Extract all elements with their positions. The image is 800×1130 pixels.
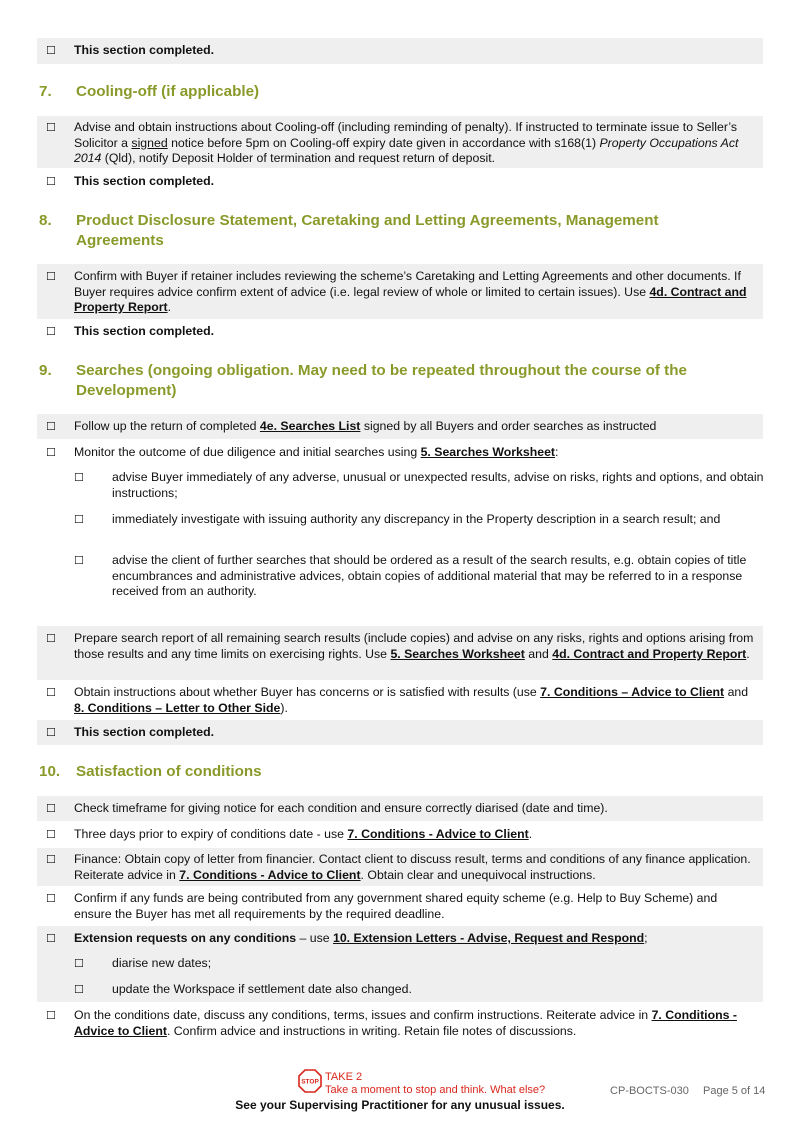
section-completed-label: This section completed. (74, 725, 215, 739)
checkbox[interactable]: ☐ (46, 828, 56, 841)
template-link[interactable]: 10. Extension Letters - Advise, Request and Respond (333, 931, 645, 945)
checklist-row (37, 1005, 763, 1043)
checklist-item-text: Prepare search report of all remaining search results (include copies) and advise on any risks, rights and options arising from those results and any time limits on exercising rights. Use 5. Searches Worksheet and 4d. Contract and Property Report. (74, 631, 754, 661)
checklist-item-text: Monitor the outcome of due diligence and initial searches using 5. Searches Worksheet: (74, 445, 559, 459)
sub-item-text: immediately investigate with issuing authority any discrepancy in the Property description in a search result; and (112, 512, 721, 526)
checklist-item-text: Finance: Obtain copy of letter from financier. Contact client to discuss result, terms and conditions of any finance application. Reiterate advice in 7. Conditions - Advice to Client. Obtain clear and unequivocal instructions. (74, 852, 751, 882)
checkbox[interactable]: ☐ (46, 726, 56, 739)
template-link[interactable]: 7. Conditions – Advice to Client (540, 685, 725, 699)
checklist-row (37, 264, 763, 319)
template-link[interactable]: 7. Conditions - Advice to Client (179, 867, 361, 882)
checklist-row (37, 626, 763, 680)
checklist-item-text: Check timeframe for giving notice for each condition and ensure correctly diarised (date and time). (74, 801, 608, 815)
checkbox[interactable]: ☐ (46, 632, 56, 645)
section-completed-label: This section completed. (74, 174, 215, 188)
section-title: Cooling-off (if applicable) (76, 83, 260, 100)
checkbox[interactable]: ☐ (46, 270, 56, 283)
checkbox[interactable]: ☐ (46, 1009, 56, 1022)
sub-item-text: advise the client of further searches that should be ordered as a result of the search results, e.g. obtain copies of title encumbrances and administrative advices, obtain copies of additional material that may be referred to in a response received from an authority. (112, 553, 747, 599)
take2-title: TAKE 2 (325, 1071, 363, 1083)
section-title: Satisfaction of conditions (76, 763, 262, 780)
section-title: Searches (ongoing obligation. May need to be repeated throughout the course of the Development) (76, 362, 687, 399)
checklist-row (37, 116, 763, 168)
section-completed-label: This section completed. (74, 324, 215, 338)
section-number: 8. (39, 212, 52, 229)
sub-item-text: update the Workspace if settlement date also changed. (112, 982, 412, 996)
checklist-row (37, 888, 763, 926)
checklist-item-text: Follow up the return of completed 4e. Searches List signed by all Buyers and order searches as instructed (74, 419, 657, 433)
stop-sign-icon (298, 1069, 322, 1093)
checkbox[interactable]: ☐ (46, 44, 56, 57)
section-number: 9. (39, 362, 52, 379)
checklist-row (37, 38, 763, 64)
checkbox[interactable]: ☐ (46, 121, 56, 134)
checklist-item-text: Confirm if any funds are being contributed from any government shared equity scheme (e.g. Help to Buy Scheme) and ensure the Buyer has met all requirements by the required deadline. (74, 891, 718, 921)
template-link[interactable]: 4d. Contract and Property Report (74, 284, 747, 315)
checklist-row (37, 682, 763, 720)
checkbox[interactable]: ☐ (74, 471, 84, 484)
checklist-row (37, 442, 763, 464)
section-title: Product Disclosure Statement, Caretaking and Letting Agreements, Management Agreements (76, 212, 659, 249)
stop-sign-label: STOP (301, 1078, 319, 1086)
checkbox[interactable]: ☐ (74, 957, 84, 970)
checklist-row (37, 720, 763, 745)
supervisor-note: See your Supervising Practitioner for any unusual issues. (235, 1098, 565, 1112)
checkbox[interactable]: ☐ (46, 325, 56, 338)
template-link[interactable]: 5. Searches Worksheet (420, 445, 556, 459)
checklist-row (37, 848, 763, 886)
section-number: 10. (39, 763, 61, 780)
template-link[interactable]: 5. Searches Worksheet (390, 646, 525, 661)
checklist-row (37, 171, 763, 193)
section-completed-label: This section completed. (74, 43, 215, 57)
take2-text: Take a moment to stop and think. What else? (325, 1083, 546, 1096)
checkbox[interactable]: ☐ (46, 420, 56, 433)
checklist-item-text: Advise and obtain instructions about Cooling-off (including reminding of penalty). If instructed to terminate issue to Seller’s Solicitor a signed notice before 5pm on Cooling-off expiry date given in accordance with s168(1) Property Occupations Act 2014 (Qld), notify Deposit Holder of termination and request return of deposit. (74, 120, 739, 166)
checkbox[interactable]: ☐ (46, 892, 56, 905)
checklist-row (37, 796, 763, 821)
checklist-row (37, 414, 763, 439)
document-code: CP-BOCTS-030 (610, 1085, 689, 1097)
checklist-item-text: Obtain instructions about whether Buyer has concerns or is satisfied with results (use 7. Conditions – Advice to Client and 8. Conditions – Letter to Other Side). (74, 685, 749, 715)
checkbox[interactable]: ☐ (46, 853, 56, 866)
template-link[interactable]: 4e. Searches List (259, 419, 361, 433)
checkbox[interactable]: ☐ (74, 983, 84, 996)
page-number: Page 5 of 14 (703, 1085, 766, 1097)
checklist-item-text: Extension requests on any conditions – use 10. Extension Letters - Advise, Request and Respond; (74, 931, 648, 945)
template-link[interactable]: 8. Conditions – Letter to Other Side (74, 700, 281, 715)
checklist-item-text: Three days prior to expiry of conditions date - use 7. Conditions - Advice to Client. (74, 827, 533, 841)
checkbox[interactable]: ☐ (46, 446, 56, 459)
take2-note (325, 1071, 545, 1096)
sub-item-text: advise Buyer immediately of any adverse, unusual or unexpected results, advise on risks, rights and options, and obtain instructions; (112, 470, 764, 500)
checklist-row (37, 824, 763, 846)
sub-item-text: diarise new dates; (112, 956, 212, 970)
checkbox[interactable]: ☐ (46, 686, 56, 699)
template-link[interactable]: 4d. Contract and Property Report (552, 646, 747, 661)
checkbox[interactable]: ☐ (74, 513, 84, 526)
checkbox[interactable]: ☐ (46, 175, 56, 188)
checkbox[interactable]: ☐ (46, 932, 56, 945)
checklist-item-text: On the conditions date, discuss any conditions, terms, issues and confirm instructions. Reiterate advice in 7. Conditions - Advice to Client. Confirm advice and instructions in writing. Retain file notes of discussions. (74, 1008, 737, 1038)
checklist-item-text: Confirm with Buyer if retainer includes reviewing the scheme’s Caretaking and Letting Agreements and other documents. If Buyer requires advice confirm extent of advice (i.e. legal review of whole or limited to certain issues). Use 4d. Contract and Property Report. (74, 269, 747, 315)
template-link[interactable]: 7. Conditions - Advice to Client (347, 827, 529, 841)
checklist-row (37, 321, 763, 343)
checkbox[interactable]: ☐ (74, 554, 84, 567)
section-number: 7. (39, 83, 52, 100)
checkbox[interactable]: ☐ (46, 802, 56, 815)
template-link[interactable]: 7. Conditions - Advice to Client (74, 1008, 737, 1038)
